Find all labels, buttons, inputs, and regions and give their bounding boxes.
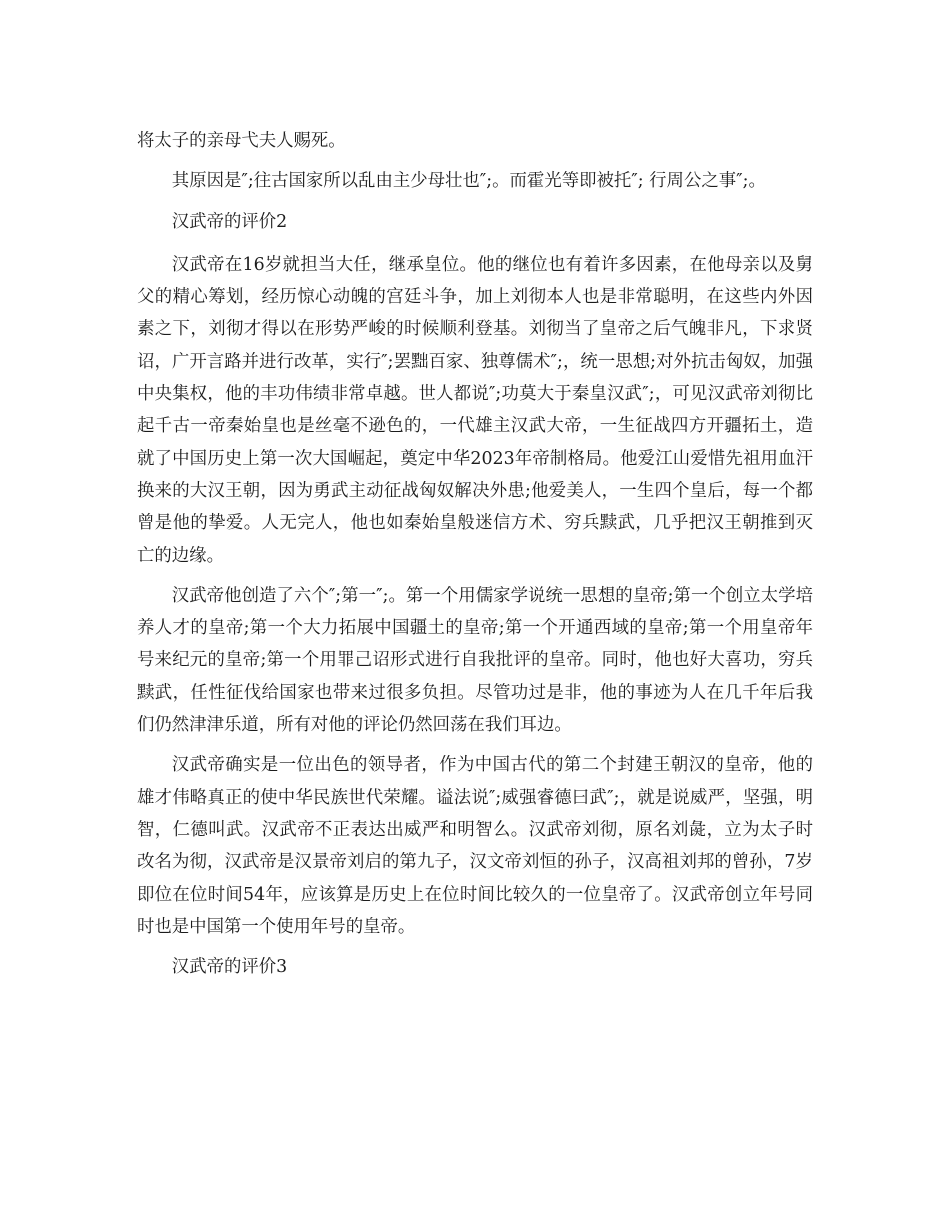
section-heading: 汉武帝的评价2 (171, 211, 288, 232)
paragraph: 汉武帝确实是一位出色的领导者，作为中国古代的第二个封建王朝汉的皇帝，他的雄才伟略真正的使中华民族世代荣耀。谥法说″;威强睿德曰武″;，就是说威严，坚强，明智，仁德叫武。汉武帝不正表达出威严和明智么。汉武帝刘彻，原名刘彘，立为太子时改名为彻，汉武帝是汉景帝刘启的第九子，汉文帝刘恒的孙子，汉高祖刘邦的曾孙，7岁即位在位时间54年，应该算是历史上在位时间比较久的一位皇帝了。汉武帝创立年号同时也是中国第一个使用年号的皇帝。 (137, 755, 813, 937)
section-heading: 汉武帝的评价3 (171, 957, 288, 978)
paragraph-continuation: 将太子的亲母弋夫人赐死。 (137, 131, 346, 151)
document-body (137, 125, 813, 994)
paragraph: 其原因是″;往古国家所以乱由主少母壮也″;。而霍光等即被托″; 行周公之事″;。 (171, 171, 766, 192)
paragraph: 汉武帝他创造了六个″;第一″;。第一个用儒家学说统一思想的皇帝;第一个创立太学培养人才的皇帝;第一个大力拓展中国疆土的皇帝;第一个开通西域的皇帝;第一个用皇帝年号来纪元的皇帝;第一个用罪己诏形式进行自我批评的皇帝。同时，他也好大喜功，穷兵黩武，任性征伐给国家也带来过很多负担。尽管功过是非，他的事迹为人在几千年后我们仍然津津乐道，所有对他的评论仍然回荡在我们耳边。 (137, 585, 813, 736)
paragraph: 汉武帝在16岁就担当大任，继承皇位。他的继位也有着许多因素，在他母亲以及舅父的精心筹划，经历惊心动魄的宫廷斗争，加上刘彻本人也是非常聪明，在这些内外因素之下，刘彻才得以在形势严峻的时候顺利登基。刘彻当了皇帝之后气魄非凡，下求贤诏，广开言路并进行改革，实行″;罢黜百家、独尊儒术″;，统一思想;对外抗击匈奴，加强中央集权，他的丰功伟绩非常卓越。世人都说″;功莫大于秦皇汉武″;，可见汉武帝刘彻比起千古一帝秦始皇也是丝毫不逊色的，一代雄主汉武大帝，一生征战四方开疆拓土，造就了中国历史上第一次大国崛起，奠定中华2023年帝制格局。他爱江山爱惜先祖用血汗换来的大汉王朝，因为勇武主动征战匈奴解决外患;他爱美人，一生四个皇后，每一个都曾是他的挚爱。人无完人，他也如秦始皇般迷信方术、穷兵黩武，几乎把汉王朝推到灭亡的边缘。 (137, 254, 813, 566)
